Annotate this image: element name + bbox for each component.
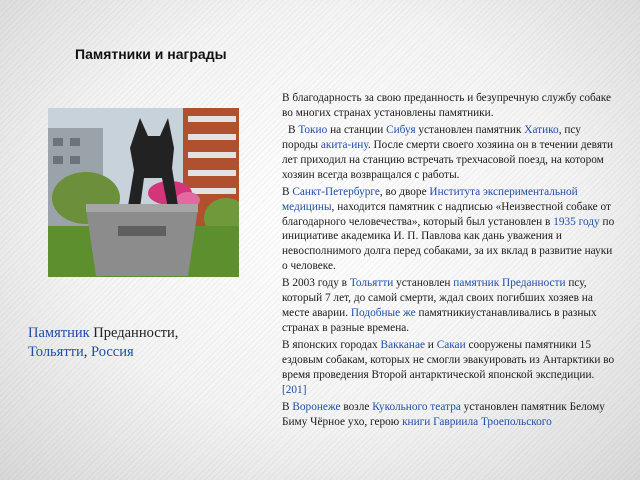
inline-link[interactable]: [201]: [282, 383, 307, 396]
article-body: [282, 91, 618, 432]
text-segment: возле: [340, 400, 373, 413]
text-segment: В: [282, 185, 293, 198]
paragraph: [282, 338, 618, 397]
inline-link[interactable]: Института экспериментальной медицины: [282, 185, 578, 213]
paragraph: [282, 276, 618, 335]
inline-link[interactable]: 1935 году: [553, 215, 600, 228]
caption-separator: ,: [83, 344, 92, 360]
inline-link[interactable]: Токио: [298, 124, 328, 137]
text-segment: по инициативе академика И. П. Павлова как дань уважения и невосполнимого долга перед собаками, за их вклад в развитие науки о человеке.: [282, 215, 615, 272]
paragraph: [282, 400, 618, 430]
text-segment: на станции: [327, 124, 387, 137]
text-segment: , псу породы: [282, 124, 581, 151]
inline-link[interactable]: Сибуя: [386, 124, 416, 137]
inline-link[interactable]: Тольятти: [349, 277, 394, 290]
text-segment: В: [282, 400, 293, 413]
inline-link[interactable]: Вакканае: [380, 339, 425, 352]
inline-link[interactable]: Санкт-Петербурге: [292, 185, 380, 198]
text-segment: сооружены памятники 15 ездовым собакам, которых не смогли эвакуировать из Антарктики во время проведения Второй антарктической японской экспедиции.: [282, 339, 615, 381]
text-segment: В: [288, 124, 299, 137]
text-segment: и: [424, 339, 437, 352]
paragraph: [282, 91, 618, 121]
paragraph: [282, 185, 618, 274]
caption-link-togliatti[interactable]: Тольятти: [28, 344, 84, 360]
text-segment: установлен памятник Белому Биму Чёрное ухо, герою: [282, 400, 605, 428]
text-segment: В 2003 году в: [282, 277, 350, 290]
text-segment: В японских городах: [282, 339, 381, 352]
inline-link[interactable]: памятник Преданности: [453, 277, 566, 290]
inline-link[interactable]: Кукольного театра: [372, 400, 461, 413]
inline-link[interactable]: Воронеже: [292, 400, 341, 413]
inline-link[interactable]: акита-ину: [320, 138, 368, 151]
slide-title: Памятники и награды: [75, 46, 227, 62]
inline-link[interactable]: Хатико: [524, 124, 559, 137]
photo-caption: [28, 324, 258, 362]
paragraph: [282, 123, 618, 182]
inline-link[interactable]: книги Гавриила Троепольского: [402, 415, 552, 428]
text-segment: установлен памятник: [415, 124, 525, 137]
caption-text: Преданности,: [89, 325, 179, 341]
monument-photo: [48, 108, 239, 277]
text-segment: , во дворе: [379, 185, 430, 198]
text-segment: В благодарность за свою преданность и безупречную службу собаке во многих странах установлены памятники.: [282, 92, 612, 119]
text-segment: . После смерти своего хозяина он в течении девяти лет приходил на станцию встречать трехчасовой поезд, на котором хозяин всегда возвращался с работы.: [282, 138, 614, 181]
text-segment: псу, который 7 лет, до самой смерти, ждал своих погибших хозяев на месте аварии.: [282, 277, 593, 319]
inline-link[interactable]: Сакаи: [436, 339, 466, 352]
caption-link-monument[interactable]: Памятник: [28, 325, 90, 341]
text-segment: памятникиустанавливались в разных странах в разные времена.: [282, 306, 597, 334]
text-segment: , находится памятник с надписью «Неизвестной собаке от благодарного человечества», который был установлен в: [282, 200, 611, 228]
caption-link-russia[interactable]: Россия: [91, 344, 134, 360]
text-segment: установлен: [393, 277, 454, 290]
inline-link[interactable]: Подобные же: [350, 306, 416, 319]
